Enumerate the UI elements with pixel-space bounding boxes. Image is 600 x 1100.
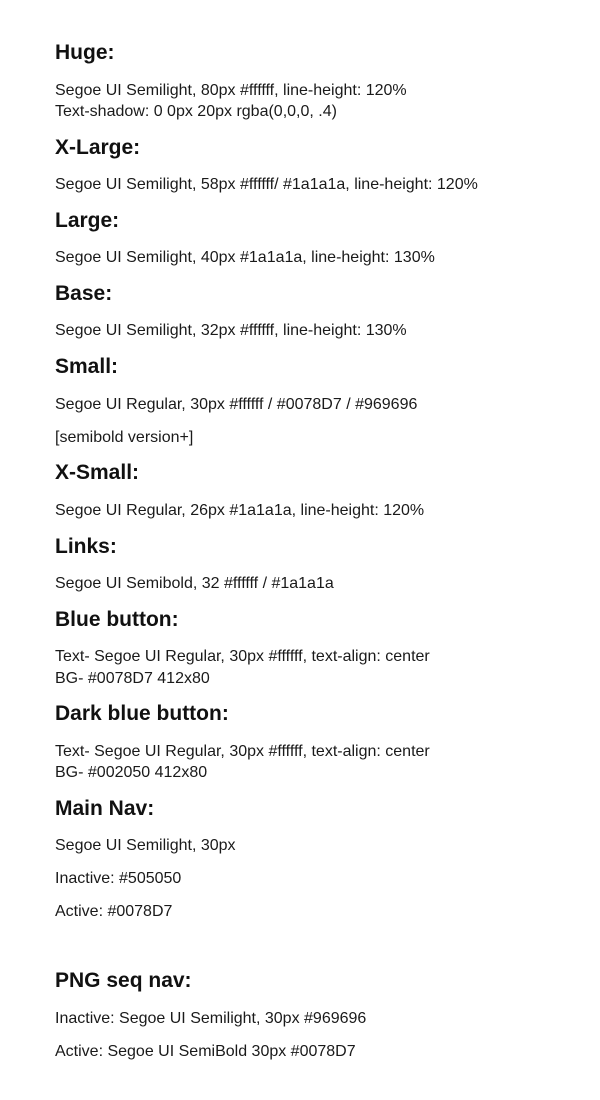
spec-line-small-note: [semibold version+]: [55, 429, 194, 446]
spec-line-png-seq-nav-active: Active: Segoe UI SemiBold 30px #0078D7: [55, 1043, 356, 1060]
section-title-small: Small:: [55, 355, 119, 378]
section-title-x-small: X-Small:: [55, 461, 140, 484]
spec-line-png-seq-nav-inactive: Inactive: Segoe UI Semilight, 30px #969696: [55, 1010, 367, 1027]
spec-line-huge-shadow: Text-shadow: 0 0px 20px rgba(0,0,0, .4): [55, 103, 337, 120]
spec-line-main-nav-inactive: Inactive: #505050: [55, 870, 182, 887]
spec-line-main-nav-active: Active: #0078D7: [55, 903, 173, 920]
spec-line-blue-button-bg: BG- #0078D7 412x80: [55, 670, 210, 687]
spec-line-dark-blue-button-bg: BG- #002050 412x80: [55, 764, 208, 781]
spec-line-large-font: Segoe UI Semilight, 40px #1a1a1a, line-height: 130%: [55, 249, 435, 266]
section-title-large: Large:: [55, 209, 120, 232]
spec-line-x-small-font: Segoe UI Regular, 26px #1a1a1a, line-height: 120%: [55, 502, 425, 519]
section-title-png-seq-nav: PNG seq nav:: [55, 969, 192, 992]
section-title-main-nav: Main Nav:: [55, 797, 155, 820]
section-title-dark-blue-button: Dark blue button:: [55, 702, 229, 725]
section-title-blue-button: Blue button:: [55, 608, 179, 631]
spec-line-x-large-font: Segoe UI Semilight, 58px #ffffff/ #1a1a1a, line-height: 120%: [55, 176, 478, 193]
spec-line-base-font: Segoe UI Semilight, 32px #ffffff, line-height: 130%: [55, 322, 407, 339]
section-title-base: Base:: [55, 282, 113, 305]
section-title-links: Links:: [55, 535, 117, 558]
spec-line-huge-font: Segoe UI Semilight, 80px #ffffff, line-height: 120%: [55, 82, 407, 99]
spec-line-blue-button-text: Text- Segoe UI Regular, 30px #ffffff, text-align: center: [55, 648, 430, 665]
spec-line-small-font: Segoe UI Regular, 30px #ffffff / #0078D7 / #969696: [55, 396, 418, 413]
spec-line-dark-blue-button-text: Text- Segoe UI Regular, 30px #ffffff, text-align: center: [55, 743, 430, 760]
spec-line-main-nav-font: Segoe UI Semilight, 30px: [55, 837, 236, 854]
section-title-huge: Huge:: [55, 41, 115, 64]
spec-line-links-font: Segoe UI Semibold, 32 #ffffff / #1a1a1a: [55, 575, 334, 592]
section-title-x-large: X-Large:: [55, 136, 141, 159]
